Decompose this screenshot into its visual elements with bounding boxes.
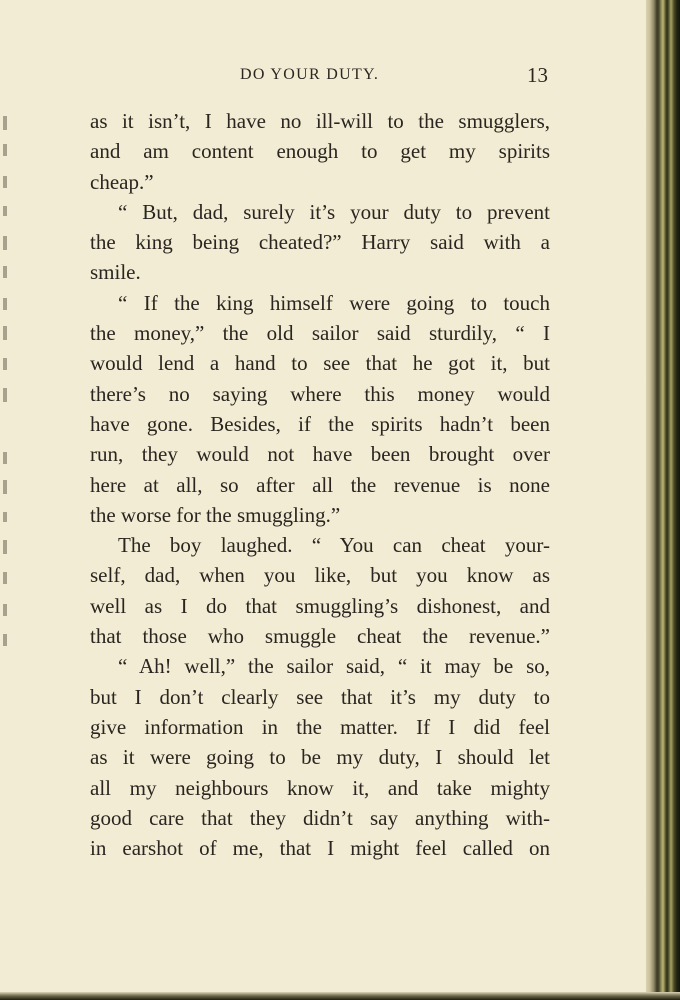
text-line: good care that they didn’t say anything with-: [90, 805, 550, 830]
page-bottom-edge: [0, 992, 680, 1000]
text-line: self, dad, when you like, but you know as: [90, 563, 550, 588]
text-line: cheap.”: [90, 169, 154, 194]
text-line: run, they would not have been brought over: [90, 442, 550, 467]
page-binding-edge: [646, 0, 680, 1000]
text-line: smile.: [90, 260, 141, 285]
text-line: as it were going to be my duty, I should let: [90, 745, 550, 770]
text-line: well as I do that smuggling’s dishonest, and: [90, 593, 550, 618]
text-line: here at all, so after all the revenue is none: [90, 472, 550, 497]
gutter-bleed-marks: [0, 100, 14, 660]
text-line: the money,” the old sailor said sturdily, “ I: [90, 321, 550, 346]
text-line: “ But, dad, surely it’s your duty to prevent: [118, 199, 550, 224]
running-title: DO YOUR DUTY.: [240, 66, 380, 83]
text-line: The boy laughed. “ You can cheat your-: [118, 533, 550, 558]
text-line: “ If the king himself were going to touch: [118, 290, 550, 315]
text-line: and am content enough to get my spirits: [90, 139, 550, 164]
text-line: all my neighbours know it, and take mighty: [90, 775, 550, 800]
text-line: have gone. Besides, if the spirits hadn’t been: [90, 411, 550, 436]
text-line: in earshot of me, that I might feel called on: [90, 836, 550, 861]
text-line: give information in the matter. If I did feel: [90, 714, 550, 739]
text-line: the king being cheated?” Harry said with a: [90, 230, 550, 255]
text-line: “ Ah! well,” the sailor said, “ it may be so,: [118, 654, 550, 679]
text-line: that those who smuggle cheat the revenue.”: [90, 624, 550, 649]
page-number: 13: [527, 63, 548, 87]
text-line: as it isn’t, I have no ill-will to the smugglers,: [90, 109, 550, 133]
running-head: [90, 63, 548, 90]
text-line: the worse for the smuggling.”: [90, 502, 341, 527]
text-line: would lend a hand to see that he got it, but: [90, 351, 550, 376]
body-text: [90, 106, 550, 863]
text-line: there’s no saying where this money would: [90, 381, 550, 406]
text-line: but I don’t clearly see that it’s my duty to: [90, 684, 550, 709]
